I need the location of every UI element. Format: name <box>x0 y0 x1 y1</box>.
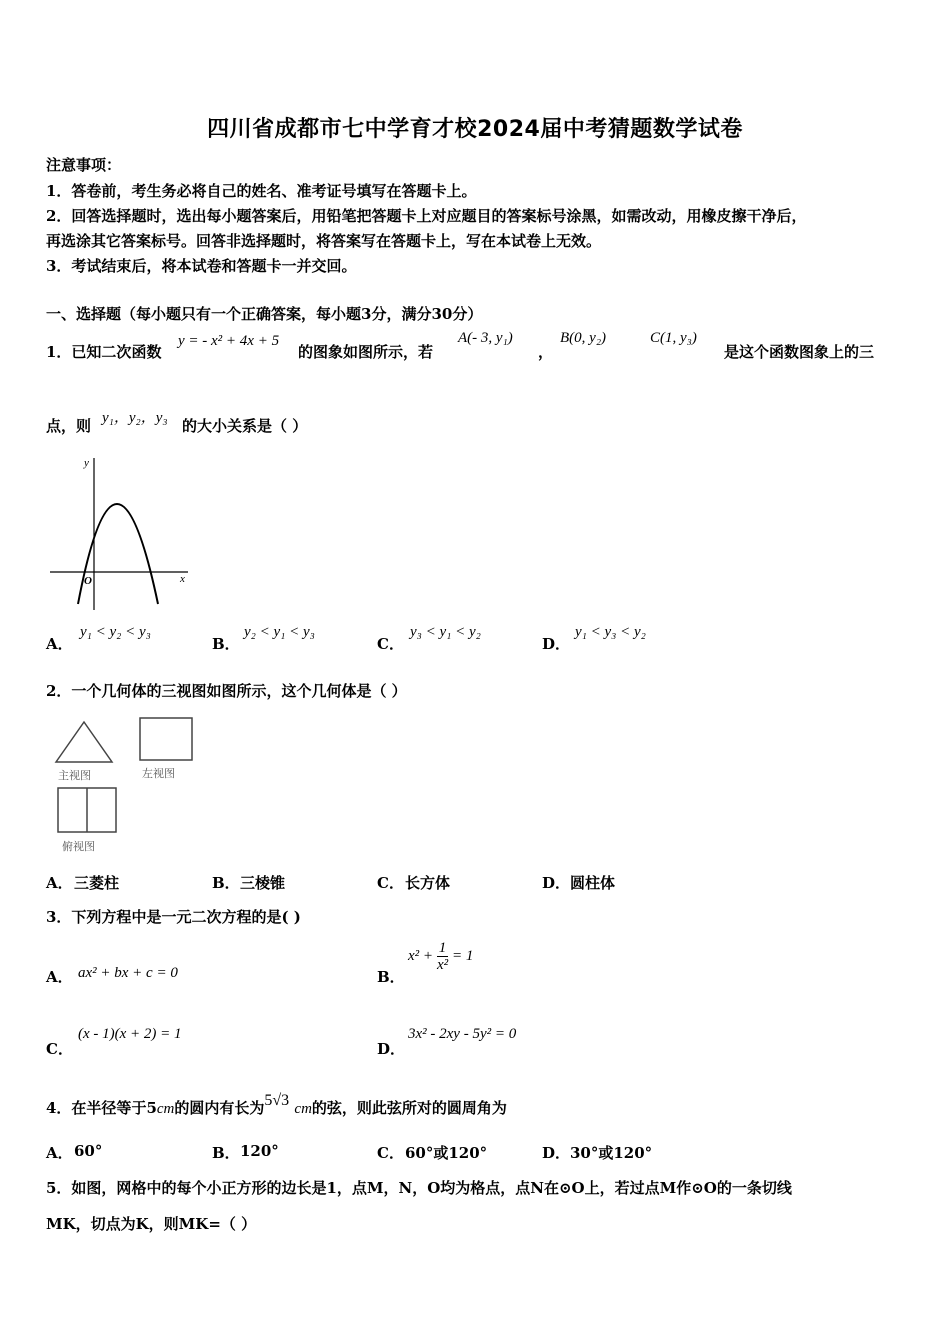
q1-option-c: y₃ < y₁ < y₂ <box>410 624 481 640</box>
three-view-figure <box>52 716 202 856</box>
parabola-curve <box>78 504 158 604</box>
q3-option-d-label: D． <box>377 1040 406 1058</box>
q4-pre: 4．在半径等于5 <box>46 1099 157 1117</box>
q1-option-d: y₁ < y₃ < y₂ <box>575 624 646 640</box>
q1-vars: y₁，y₂，y₃ <box>102 410 168 426</box>
q5-line-2: MK，切点为K，则MK=（ ） <box>46 1215 257 1233</box>
q4-option-a: 60° <box>74 1142 103 1160</box>
page-title: 四川省成都市七中学育才校2024届中考猜题数学试卷 <box>207 117 743 142</box>
q2-text: 2．一个几何体的三视图如图所示，这个几何体是（ ） <box>46 682 407 700</box>
q3-option-b-post: = 1 <box>452 947 474 964</box>
q2-option-c-label: C． <box>377 874 404 892</box>
q1-option-d-label: D． <box>542 635 571 653</box>
notes-heading: 注意事项： <box>46 156 122 174</box>
q2-option-b: 三棱锥 <box>240 874 286 892</box>
fraction-numerator: 1 <box>438 940 447 956</box>
q2-option-a-label: A． <box>46 874 73 892</box>
q1-option-a-label: A． <box>46 635 73 653</box>
q3-option-b-label: B． <box>377 968 405 986</box>
q3-option-b <box>408 940 473 973</box>
q2-option-d-label: D． <box>542 874 571 892</box>
caption-left-view: 左视图 <box>142 767 175 780</box>
q2-option-d: 圆柱体 <box>570 874 616 892</box>
q3-text: 3．下列方程中是一元二次方程的是( ) <box>46 908 301 926</box>
q4-unit-2: cm <box>294 1101 312 1117</box>
q3-option-b-pre: x² + <box>408 947 434 964</box>
q1-line2-b: 的大小关系是（ ） <box>182 417 308 435</box>
q1-option-a: y₁ < y₂ < y₃ <box>80 624 151 640</box>
q4-option-a-label: A． <box>46 1144 73 1162</box>
q1-option-b: y₂ < y₁ < y₃ <box>244 624 315 640</box>
q3-option-b-fraction <box>437 940 449 973</box>
q1-point-a: A(- 3, y₁) <box>458 330 513 346</box>
left-view-rect <box>140 718 192 760</box>
q4-option-c: 60°或120° <box>405 1144 488 1162</box>
q3-option-c: (x - 1)(x + 2) = 1 <box>78 1026 182 1042</box>
q1-comma-1: ， <box>538 343 554 361</box>
q2-option-c: 长方体 <box>405 874 451 892</box>
q1-suffix: 是这个函数图象上的三 <box>724 343 875 361</box>
fraction-denominator: x² <box>436 957 449 973</box>
q3-option-d: 3x² - 2xy - 5y² = 0 <box>408 1026 517 1042</box>
graph-y-label: y <box>84 457 89 469</box>
notes-item-3: 3．考试结束后，将本试卷和答题卡一并交回。 <box>46 257 357 275</box>
q4-unit-1: cm <box>156 1101 175 1117</box>
notes-item-2a: 2．回答选择题时，选出每小题答案后，用铅笔把答题卡上对应题目的答案标号涂黑，如需改动，用橡皮擦干净后， <box>46 207 807 225</box>
q5-line-1: 5．如图，网格中的每个小正方形的边长是1，点M，N，O均为格点，点N在⊙O上，若过点M作⊙O的一条切线 <box>46 1179 792 1197</box>
notes-item-1: 1．答卷前，考生务必将自己的姓名、准考证号填写在答题卡上。 <box>46 182 477 200</box>
q1-mid: 的图象如图所示，若 <box>298 343 434 361</box>
parabola-graph <box>46 452 196 612</box>
q4-option-d-label: D． <box>542 1144 571 1162</box>
notes-item-2b: 再选涂其它答案标号。回答非选择题时，将答案写在答题卡上，写在本试卷上无效。 <box>46 232 602 250</box>
caption-top-view: 俯视图 <box>62 840 95 853</box>
q4-option-d: 30°或120° <box>570 1144 653 1162</box>
q4-text <box>46 1092 507 1118</box>
q1-point-c: C(1, y₃) <box>650 330 697 346</box>
section-heading: 一、选择题（每小题只有一个正确答案，每小题3分，满分30分） <box>46 305 483 323</box>
q2-option-b-label: B． <box>212 874 240 892</box>
q1-option-b-label: B． <box>212 635 240 653</box>
graph-x-label: x <box>180 573 185 585</box>
q1-function: y = - x² + 4x + 5 <box>178 333 280 349</box>
q2-option-a: 三菱柱 <box>74 874 120 892</box>
q1-point-b: B(0, y₂) <box>560 330 607 346</box>
q1-option-c-label: C． <box>377 635 404 653</box>
caption-front-view: 主视图 <box>58 769 91 782</box>
q4-post: 的弦，则此弦所对的圆周角为 <box>311 1099 507 1117</box>
q3-option-c-label: C． <box>46 1040 73 1058</box>
graph-origin-label: O <box>84 575 92 587</box>
q4-option-b: 120° <box>240 1142 279 1160</box>
q1-prefix: 1．已知二次函数 <box>46 343 162 361</box>
q1-line2-a: 点，则 <box>46 417 92 435</box>
q3-option-a-label: A． <box>46 968 73 986</box>
q4-option-b-label: B． <box>212 1144 240 1162</box>
q3-option-a: ax² + bx + c = 0 <box>78 965 178 981</box>
front-view-triangle <box>56 722 112 762</box>
q4-chord-length: 5√3 <box>264 1092 290 1109</box>
q4-option-c-label: C． <box>377 1144 404 1162</box>
q4-mid: 的圆内有长为 <box>174 1099 265 1117</box>
